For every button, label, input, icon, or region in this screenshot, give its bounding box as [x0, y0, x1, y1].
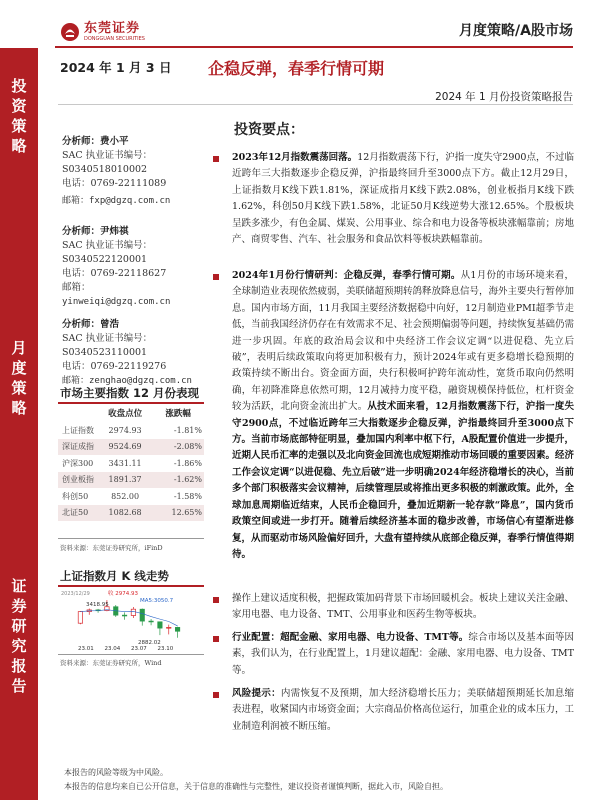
paragraph-lead: 风险提示： — [232, 688, 281, 699]
key-point-paragraph — [232, 150, 574, 248]
table-row: 北证50 1082.68 12.65% — [58, 505, 204, 522]
logo-name: 东莞证券 — [84, 21, 141, 36]
analyst-cert-label: SAC 执业证书编号： — [62, 333, 153, 344]
analyst-email[interactable]: 邮箱：zenghao@dgzq.com.cn — [62, 376, 192, 386]
x-tick-label: 23.01 — [78, 646, 94, 652]
key-point-paragraph — [232, 630, 574, 679]
candle-body — [175, 627, 179, 631]
table-row: 沪深300 3431.11 -1.86% — [62, 458, 202, 468]
candle-body — [158, 622, 162, 628]
analyst-phone: 电话：0769-22118627 — [62, 268, 167, 279]
paragraph-body: 从1月份的市场环境来看，全球制造业表现依然疲弱，美联储超预期转鸽释放降息信号，海外主要央行暂停加息。国内市场方面，11月我国主要经济数据稳中向好，12月制造业PMI超季节走低，当前我国经济仍存在有效需求不足、社会预期偏弱等问题，持续恢复基础仍需进一步巩固。年底的政治局会议和中央经济工作会议定调“以进促稳、先立后破”，表明后续政策取向将更加积极有力，预计2024年或有更多稳增长稳预期的政策持续不断出台。资金面方面，央行积极呵护跨年流动性，宽货币取向仍然明确，年初降准降息依然可期，12月减持力度平稳，融资规模保持低位，杠杆资金较为活跃，北向资金流出扩大。 — [232, 270, 575, 413]
report-section: 月度策略/A股市场 — [459, 23, 573, 39]
analyst-cert: S0340522120001 — [62, 254, 148, 265]
candle-body — [140, 609, 144, 621]
analyst-cert-label: SAC 执业证书编号： — [62, 240, 153, 251]
table-header-cell — [58, 404, 98, 422]
analyst-cert: S0340523110001 — [62, 347, 148, 358]
chart-bottom-rule — [58, 654, 204, 655]
analyst-block — [62, 135, 170, 208]
chart-ma-label: MA5:3050.7 — [140, 598, 174, 604]
chart-legend: 收 2974.93 — [108, 591, 138, 597]
table-row: 科创50 852.00 -1.58% — [62, 491, 202, 501]
index-table-title: 市场主要指数 12 月份表现 — [60, 386, 200, 400]
table-row: 上证指数 2974.93 -1.81% — [62, 425, 202, 435]
report-title: 企稳反弹，春季行情可期 — [208, 59, 385, 78]
table-header-cell: 收盘点位 — [108, 409, 143, 419]
table-row: 深证成指 9524.69 -2.08% — [58, 439, 204, 456]
paragraph-body: 综合市场以及基本面等因素，我们认为，在行业配置上，1月建议超配：金融、家用电器、电力设备、TMT等。 — [232, 632, 574, 676]
bullet-icon — [213, 597, 219, 603]
candle-body — [149, 621, 153, 622]
table-source: 资料来源：东莞证券研究所，iFinD — [60, 544, 163, 552]
table-row: 创业板指 1891.37 -1.62% — [58, 472, 204, 489]
title-divider — [58, 104, 573, 105]
candle-body — [167, 627, 171, 628]
chart-high-label: 3418.95 — [86, 602, 109, 608]
company-logo — [60, 22, 145, 42]
x-tick-label: 23.10 — [157, 646, 174, 652]
paragraph-body: 12月指数震荡下行，沪指一度失守2900点，不过临近跨年三大指数逐步企稳反弹，沪指最终回升至3000点下方。截止12月29日，上证指数月K线下跌1.81%，深证成指月K线下跌2.08%，创业板指月K线下跌1.62%，科创50月K线下跌1.58%，北证50月K线逆势大涨12.65%。个股板块呈跌多涨少，有色金属、煤炭、公用事业、综合和电力设备等板块涨幅靠前；房地产、商贸零售、汽车、社会服务和食品饮料等板块跌幅靠前。 — [232, 152, 575, 246]
report-subtitle: 2024 年 1 月份投资策略报告 — [435, 91, 573, 103]
paragraph-body: 内需恢复不及预期，加大经济稳增长压力；美联储超预期延长加息缩表进程，收紧国内市场资金面；大宗商品价格高位运行，加重企业的成本压力，工业制造利润被不断压缩。 — [232, 688, 575, 732]
analyst-cert-label: SAC 执业证书编号： — [62, 150, 153, 161]
analyst-phone: 电话：0769-22119276 — [62, 361, 167, 372]
table-header-cell: 涨跌幅 — [165, 409, 191, 419]
table-header-row — [58, 404, 204, 422]
analyst-email[interactable]: 邮箱：fxp@dgzq.com.cn — [62, 196, 171, 206]
bullet-icon — [213, 156, 219, 162]
key-point-paragraph — [232, 686, 574, 735]
chart-top-rule — [58, 585, 204, 587]
chart-title: 上证指数月 K 线走势 — [60, 569, 169, 583]
paragraph-bold-tail: 从技术面来看，12月指数震荡下行，沪指一度失守2900点，不过临近跨年三大指数逐步企稳反弹，沪指最终回升至3000点下方。当前市场底部特征明显，叠加国内利率中枢下行，A股配置价值进一步提升，近期人民币汇率的走强以及北向资金回流也成短期推动市场回暖的重要因素。经济工作会议定调“以进促稳、先立后破”进一步明确2024年经济稳增长的决心，当前多个部门积极落实会议精神，后续管理层或将推出更多积极的刺激政策。此外，全球加息周期临近结束，人民币企稳回升，叠加近期新一轮存款“降息”，国内货币政策空间或进一步打开。随着后续经济基本面的稳步改善，市场信心有望渐进修复，从而驱动市场风险偏好回升，大盘有望持续从底部企稳反弹，春季行情值得期待。 — [232, 401, 575, 560]
key-point-paragraph — [232, 591, 574, 624]
candle-body — [78, 612, 82, 624]
side-band — [0, 48, 38, 800]
x-tick-label: 23.04 — [104, 646, 121, 652]
key-point-paragraph — [232, 268, 574, 563]
chart-low-label: 2882.02 — [138, 640, 161, 646]
analyst-name-row: 分析师：曾浩 — [62, 319, 120, 330]
logo-icon — [60, 22, 80, 42]
logo-subtitle: DONGGUAN SECURITIES — [84, 36, 145, 42]
analyst-email-label: 邮箱： — [62, 282, 91, 293]
key-points-title: 投资要点： — [234, 122, 304, 138]
analyst-cert: S0340518010002 — [62, 164, 148, 175]
paragraph-lead: 2023年12月指数震荡回落。 — [232, 152, 358, 163]
report-header — [0, 0, 600, 48]
paragraph-lead: 2024年1月份行情研判：企稳反弹，春季行情可期。 — [232, 270, 461, 281]
candlestick-chart — [58, 588, 204, 652]
analyst-phone: 电话：0769-22111089 — [62, 178, 167, 189]
candle-body — [131, 609, 135, 615]
paragraph-body: 操作上建议适度积极，把握政策加码背景下市场回暖机会。板块上建议关注金融、家用电器、电力设备、TMT、公用事业和医药生物等板块。 — [232, 593, 575, 621]
analyst-block — [62, 225, 170, 309]
band-label-research: 证 券 研 究 报 告 — [11, 577, 27, 695]
index-table — [58, 404, 204, 521]
band-label-monthly: 月 度 策 略 — [11, 339, 27, 417]
bullet-icon — [213, 692, 219, 698]
band-label-strategy: 投 资 策 略 — [11, 77, 27, 155]
footer-risk-level: 本报告的风险等级为中风险。 — [64, 768, 168, 777]
analyst-name-row: 分析师：费小平 — [62, 136, 129, 147]
bullet-icon — [213, 274, 219, 280]
analyst-name-row: 分析师：尹炜祺 — [62, 226, 129, 237]
table-bottom-rule — [58, 538, 204, 539]
footer-disclaimer: 本报告的信息均来自已公开信息，关于信息的准确性与完整性，建议投资者谨慎判断，据此入市，风险自担。 — [64, 782, 448, 791]
analyst-block — [62, 318, 192, 388]
chart-source: 资料来源：东莞证券研究所，Wind — [60, 659, 162, 667]
x-tick-label: 23.07 — [131, 646, 147, 652]
analyst-email[interactable]: yinweiqi@dgzq.com.cn — [62, 297, 171, 307]
report-date: 2024 年 1 月 3 日 — [60, 60, 172, 75]
candle-body — [122, 615, 126, 616]
header-divider — [55, 46, 573, 48]
bullet-icon — [213, 636, 219, 642]
chart-date-note: 2023/12/29 — [61, 591, 90, 597]
paragraph-lead: 行业配置：超配金融、家用电器、电力设备、TMT等。 — [232, 632, 469, 643]
